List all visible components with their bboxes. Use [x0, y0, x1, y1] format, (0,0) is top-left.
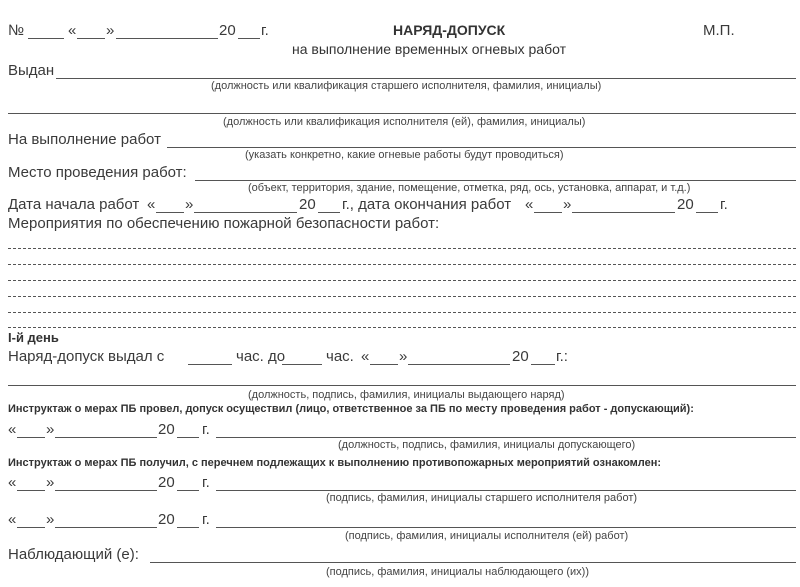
year-suffix: г. — [261, 22, 269, 39]
work-hint: (указать конкретно, какие огневые работы будут проводиться) — [245, 149, 564, 161]
year-prefix: 20 — [219, 22, 236, 39]
end-quote-open: « — [525, 196, 534, 213]
number-sign: № — [8, 22, 25, 39]
senior-quote-close: » — [46, 474, 55, 491]
day1-hour-from-field[interactable] — [188, 364, 232, 365]
quote-close: » — [106, 22, 115, 39]
day-field[interactable] — [77, 38, 105, 39]
day1-title: I-й день — [8, 330, 59, 345]
year-field[interactable] — [238, 38, 260, 39]
senior-hint: (подпись, фамилия, инициалы старшего исполнителя работ) — [326, 492, 638, 504]
measures-line-2[interactable] — [8, 264, 796, 265]
end-year-field[interactable] — [696, 212, 718, 213]
executor-year-prefix: 20 — [158, 511, 175, 528]
admit-year-field[interactable] — [177, 437, 199, 438]
executor-year-field[interactable] — [177, 527, 199, 528]
day1-issued-label: Наряд-допуск выдал с — [8, 348, 165, 365]
day1-issuer-field[interactable] — [8, 385, 796, 386]
executor-quote-close: » — [46, 511, 55, 528]
day1-hours: час. — [326, 348, 354, 365]
work-label: На выполнение работ — [8, 131, 161, 148]
start-quote-close: » — [185, 196, 194, 213]
start-year-prefix: 20 — [299, 196, 316, 213]
observer-hint: (подпись, фамилия, инициалы наблюдающего (их)) — [326, 566, 590, 578]
day1-month-field[interactable] — [408, 364, 510, 365]
end-month-field[interactable] — [572, 212, 675, 213]
measures-label: Мероприятия по обеспечению пожарной безопасности работ: — [8, 215, 440, 232]
senior-month-field[interactable] — [55, 490, 157, 491]
observer-label: Наблюдающий (е): — [8, 546, 139, 563]
executor-signature-field[interactable] — [216, 527, 796, 528]
admit-year-prefix: 20 — [158, 421, 175, 438]
admit-quote-open: « — [8, 421, 17, 438]
start-date-label: Дата начала работ — [8, 196, 140, 213]
day1-quote-close: » — [399, 348, 408, 365]
issued-executors-field[interactable] — [8, 113, 796, 114]
admit-day-field[interactable] — [17, 437, 45, 438]
observer-field[interactable] — [150, 562, 796, 563]
end-quote-close: » — [563, 196, 572, 213]
senior-signature-field[interactable] — [216, 490, 796, 491]
issued-senior-field[interactable] — [56, 78, 796, 79]
end-year-prefix: 20 — [677, 196, 694, 213]
measures-line-1[interactable] — [8, 248, 796, 249]
measures-line-6[interactable] — [8, 327, 796, 328]
admit-year-suffix: г. — [202, 421, 210, 438]
place-hint: (объект, территория, здание, помещение, отметка, ряд, ось, установка, аппарат, и т.д.) — [248, 182, 691, 194]
place-field[interactable] — [195, 180, 796, 181]
month-field[interactable] — [116, 38, 218, 39]
senior-year-suffix: г. — [202, 474, 210, 491]
issued-executors-hint: (должность или квалификация исполнителя (ей), фамилия, инициалы) — [223, 116, 586, 128]
senior-day-field[interactable] — [17, 490, 45, 491]
day1-day-field[interactable] — [370, 364, 398, 365]
senior-year-prefix: 20 — [158, 474, 175, 491]
executor-year-suffix: г. — [202, 511, 210, 528]
measures-line-3[interactable] — [8, 280, 796, 281]
senior-quote-open: « — [8, 474, 17, 491]
day1-hours-to: час. до — [236, 348, 286, 365]
issued-senior-hint: (должность или квалификация старшего исполнителя, фамилия, инициалы) — [211, 80, 602, 92]
executor-day-field[interactable] — [17, 527, 45, 528]
briefing-given-label: Инструктаж о мерах ПБ провел, допуск осуществил (лицо, ответственное за ПБ по месту проведения работ - допускающий): — [8, 403, 694, 415]
admitter-field[interactable] — [216, 437, 796, 438]
day1-quote-open: « — [361, 348, 370, 365]
executor-hint: (подпись, фамилия, инициалы исполнителя (ей) работ) — [345, 530, 629, 542]
stamp-place: М.П. — [703, 22, 735, 39]
executor-month-field[interactable] — [55, 527, 157, 528]
quote-open: « — [68, 22, 77, 39]
day1-year-suffix: г.: — [556, 348, 568, 365]
issued-label: Выдан — [8, 62, 55, 79]
day1-year-field[interactable] — [531, 364, 555, 365]
senior-year-field[interactable] — [177, 490, 199, 491]
number-field[interactable] — [28, 38, 64, 39]
start-day-field[interactable] — [156, 212, 184, 213]
admit-quote-close: » — [46, 421, 55, 438]
day1-hour-to-field[interactable] — [282, 364, 322, 365]
end-year-suffix: г. — [720, 196, 728, 213]
executor-quote-open: « — [8, 511, 17, 528]
measures-line-4[interactable] — [8, 296, 796, 297]
place-label: Место проведения работ: — [8, 164, 187, 181]
briefing-received-label: Инструктаж о мерах ПБ получил, с перечнем подлежащих к выполнению противопожарных мероприятий ознакомлен: — [8, 457, 662, 469]
document-subtitle: на выполнение временных огневых работ — [292, 41, 566, 57]
work-field[interactable] — [167, 147, 796, 148]
end-date-label: г., дата окончания работ — [342, 196, 512, 213]
admit-month-field[interactable] — [55, 437, 157, 438]
day1-year-prefix: 20 — [512, 348, 529, 365]
day1-issuer-hint: (должность, подпись, фамилия, инициалы выдающего наряд) — [248, 389, 565, 401]
measures-line-5[interactable] — [8, 312, 796, 313]
document-title: НАРЯД-ДОПУСК — [393, 22, 506, 38]
start-year-field[interactable] — [318, 212, 340, 213]
start-month-field[interactable] — [194, 212, 297, 213]
start-quote-open: « — [147, 196, 156, 213]
end-day-field[interactable] — [534, 212, 562, 213]
admitter-hint: (должность, подпись, фамилия, инициалы допускающего) — [338, 439, 636, 451]
